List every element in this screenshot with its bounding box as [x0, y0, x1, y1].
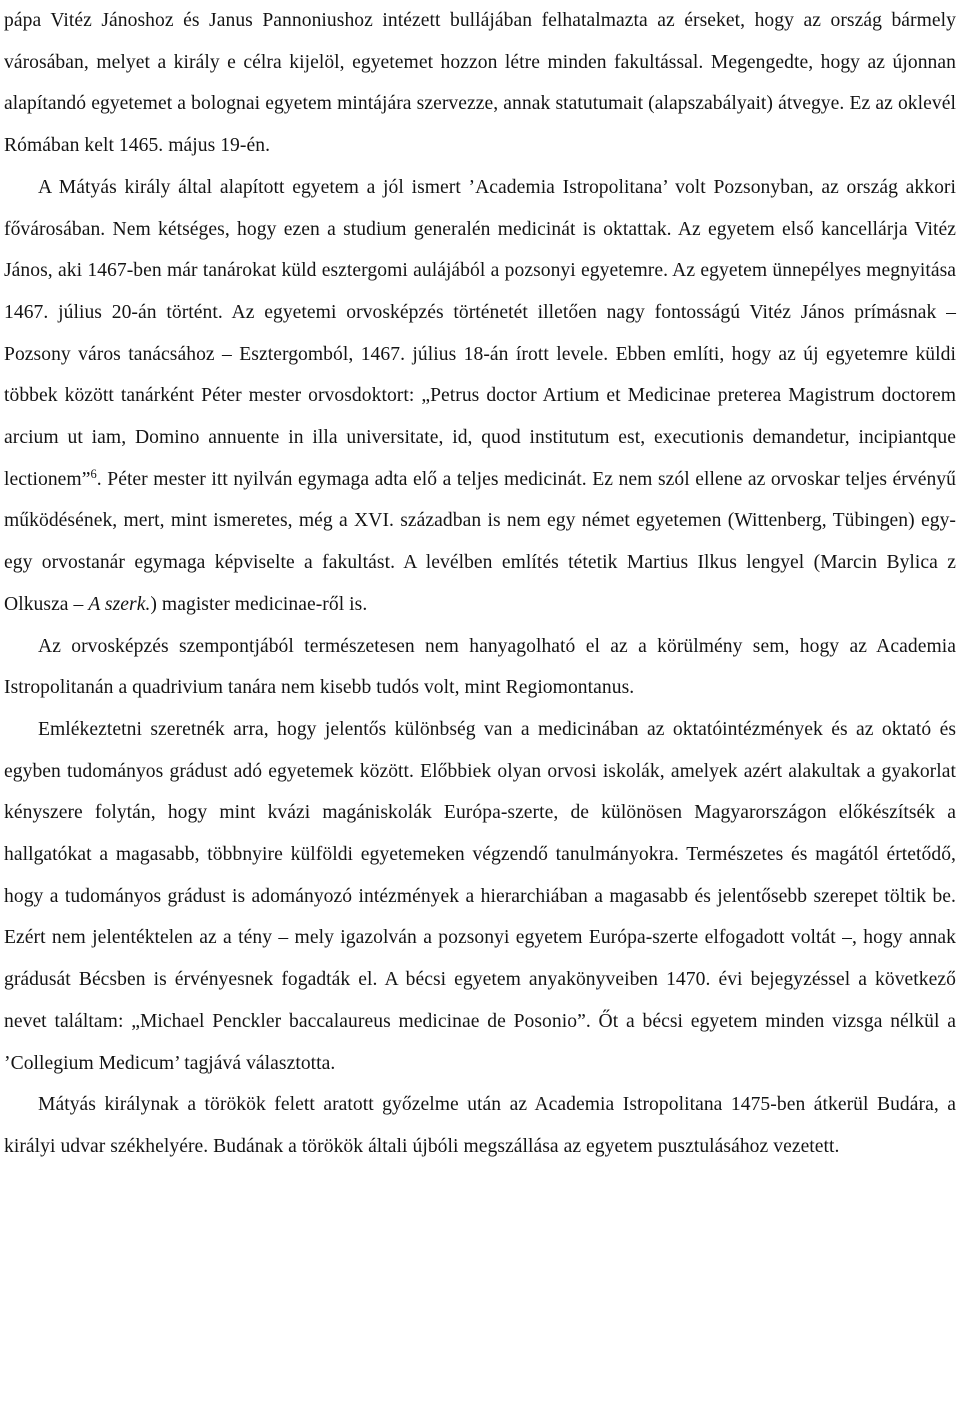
paragraph-4: [4, 709, 956, 1084]
paragraph-3: [4, 626, 956, 709]
paragraph-2-text-a: A Mátyás király által alapított egyetem a jól ismert ’Academia Istropolitana’ volt Pozsonyban, az ország akkori fővárosában. Nem kétséges, hogy ezen a studium generalén medicinát is oktattak. Az egyetem első kancellárja Vitéz János, aki 1467-ben már tanárokat küld esztergomi aulájából a pozsonyi egyetemre. Az egyetem ünnepélyes megnyitása 1467. július 20-án történt. Az egyetemi orvosképzés történetét illetően nagy fontosságú Vitéz János prímásnak – Pozsony város tanácsához – Esztergomból, 1467. július 18-án írott levele. Ebben említi, hogy az új egyetemre küldi többek között tanárként Péter mester orvosdoktort: „Petrus doctor Artium et Medicinae preterea Magistrum doctorem arcium ut iam, Domino annuente in illa universitate, id, quod institutum est, executionis demandetur, incipiantque lectionem”: [4, 176, 956, 490]
paragraph-2: [4, 167, 956, 626]
paragraph-1: [4, 0, 956, 167]
paragraph-1-text: pápa Vitéz Jánoshoz és Janus Pannoniushoz intézett bullájában felhatalmazta az érseket, hogy az ország bármely városában, melyet a király e célra kijelöl, egyetemet hozzon létre minden fakultással. Megengedte, hogy az újonnan alapítandó egyetemet a bolognai egyetem mintájára szervezze, annak statutumait (alapszabályait) átvegye. Ez az oklevél Rómában kelt 1465. május 19-én.: [4, 10, 956, 157]
editor-note-close: ): [150, 593, 157, 615]
editor-note-italic: A szerk.: [88, 593, 151, 615]
paragraph-2-text-c: magister medicinae-ről is.: [156, 593, 368, 615]
body-text: [4, 0, 956, 1168]
paragraph-3-text: Az orvosképzés szempontjából természetesen nem hanyagolható el az a körülmény sem, hogy az Academia Istropolitanán a quadrivium tanára nem kisebb tudós volt, mint Regiomontanus.: [4, 635, 956, 699]
paragraph-4-text: Emlékeztetni szeretnék arra, hogy jelentős különbség van a medicinában az oktatóintézmények és az oktató és egyben tudományos grádust adó egyetemek között. Előbbiek olyan orvosi iskolák, amelyek azért alakultak a gyakorlat kényszere folytán, hogy mint kvázi magániskolák Európa-szerte, de különösen Magyarországon előkészítsék a hallgatókat a magasabb, többnyire külföldi egyetemeken végzendő tanulmányokra. Természetes és magától értetődő, hogy a tudományos grádust is adományozó intézmények a hierarchiában a magasabb és jelentősebb szerepet töltik be. Ezért nem jelentéktelen az a tény – mely igazolván a pozsonyi egyetem Európa-szerte elfogadott voltát –, hogy annak grádusát Bécsben is érvényesnek fogadták el. A bécsi egyetem anyakönyveiben 1470. évi bejegyzéssel a következő nevet találtam: „Michael Penckler baccalaureus medicinae de Posonio”. Őt a bécsi egyetem minden vizsga nélkül a ’Collegium Medicum’ tagjává választotta.: [4, 718, 956, 1074]
footnote-reference[interactable]: 6: [90, 466, 97, 481]
paragraph-2-text-b: . Péter mester itt nyilván egymaga adta elő a teljes medicinát. Ez nem szól ellene az orvoskar teljes érvényű működésének, mert, mint ismeretes, még a XVI. században is nem egy német egyetemen (Wittenberg, Tübingen) egy-egy orvostanár egymaga képviselte a fakultást. A levélben említés tétetik Martius Ilkus lengyel (Marcin Bylica z Olkusza –: [4, 468, 956, 615]
paragraph-5-text: Mátyás királynak a törökök felett aratott győzelme után az Academia Istropolitana 1475-ben átkerül Budára, a királyi udvar székhelyére. Budának a törökök általi újbóli megszállása az egyetem pusztulásához vezetett.: [4, 1094, 956, 1157]
paragraph-5: [4, 1084, 956, 1167]
